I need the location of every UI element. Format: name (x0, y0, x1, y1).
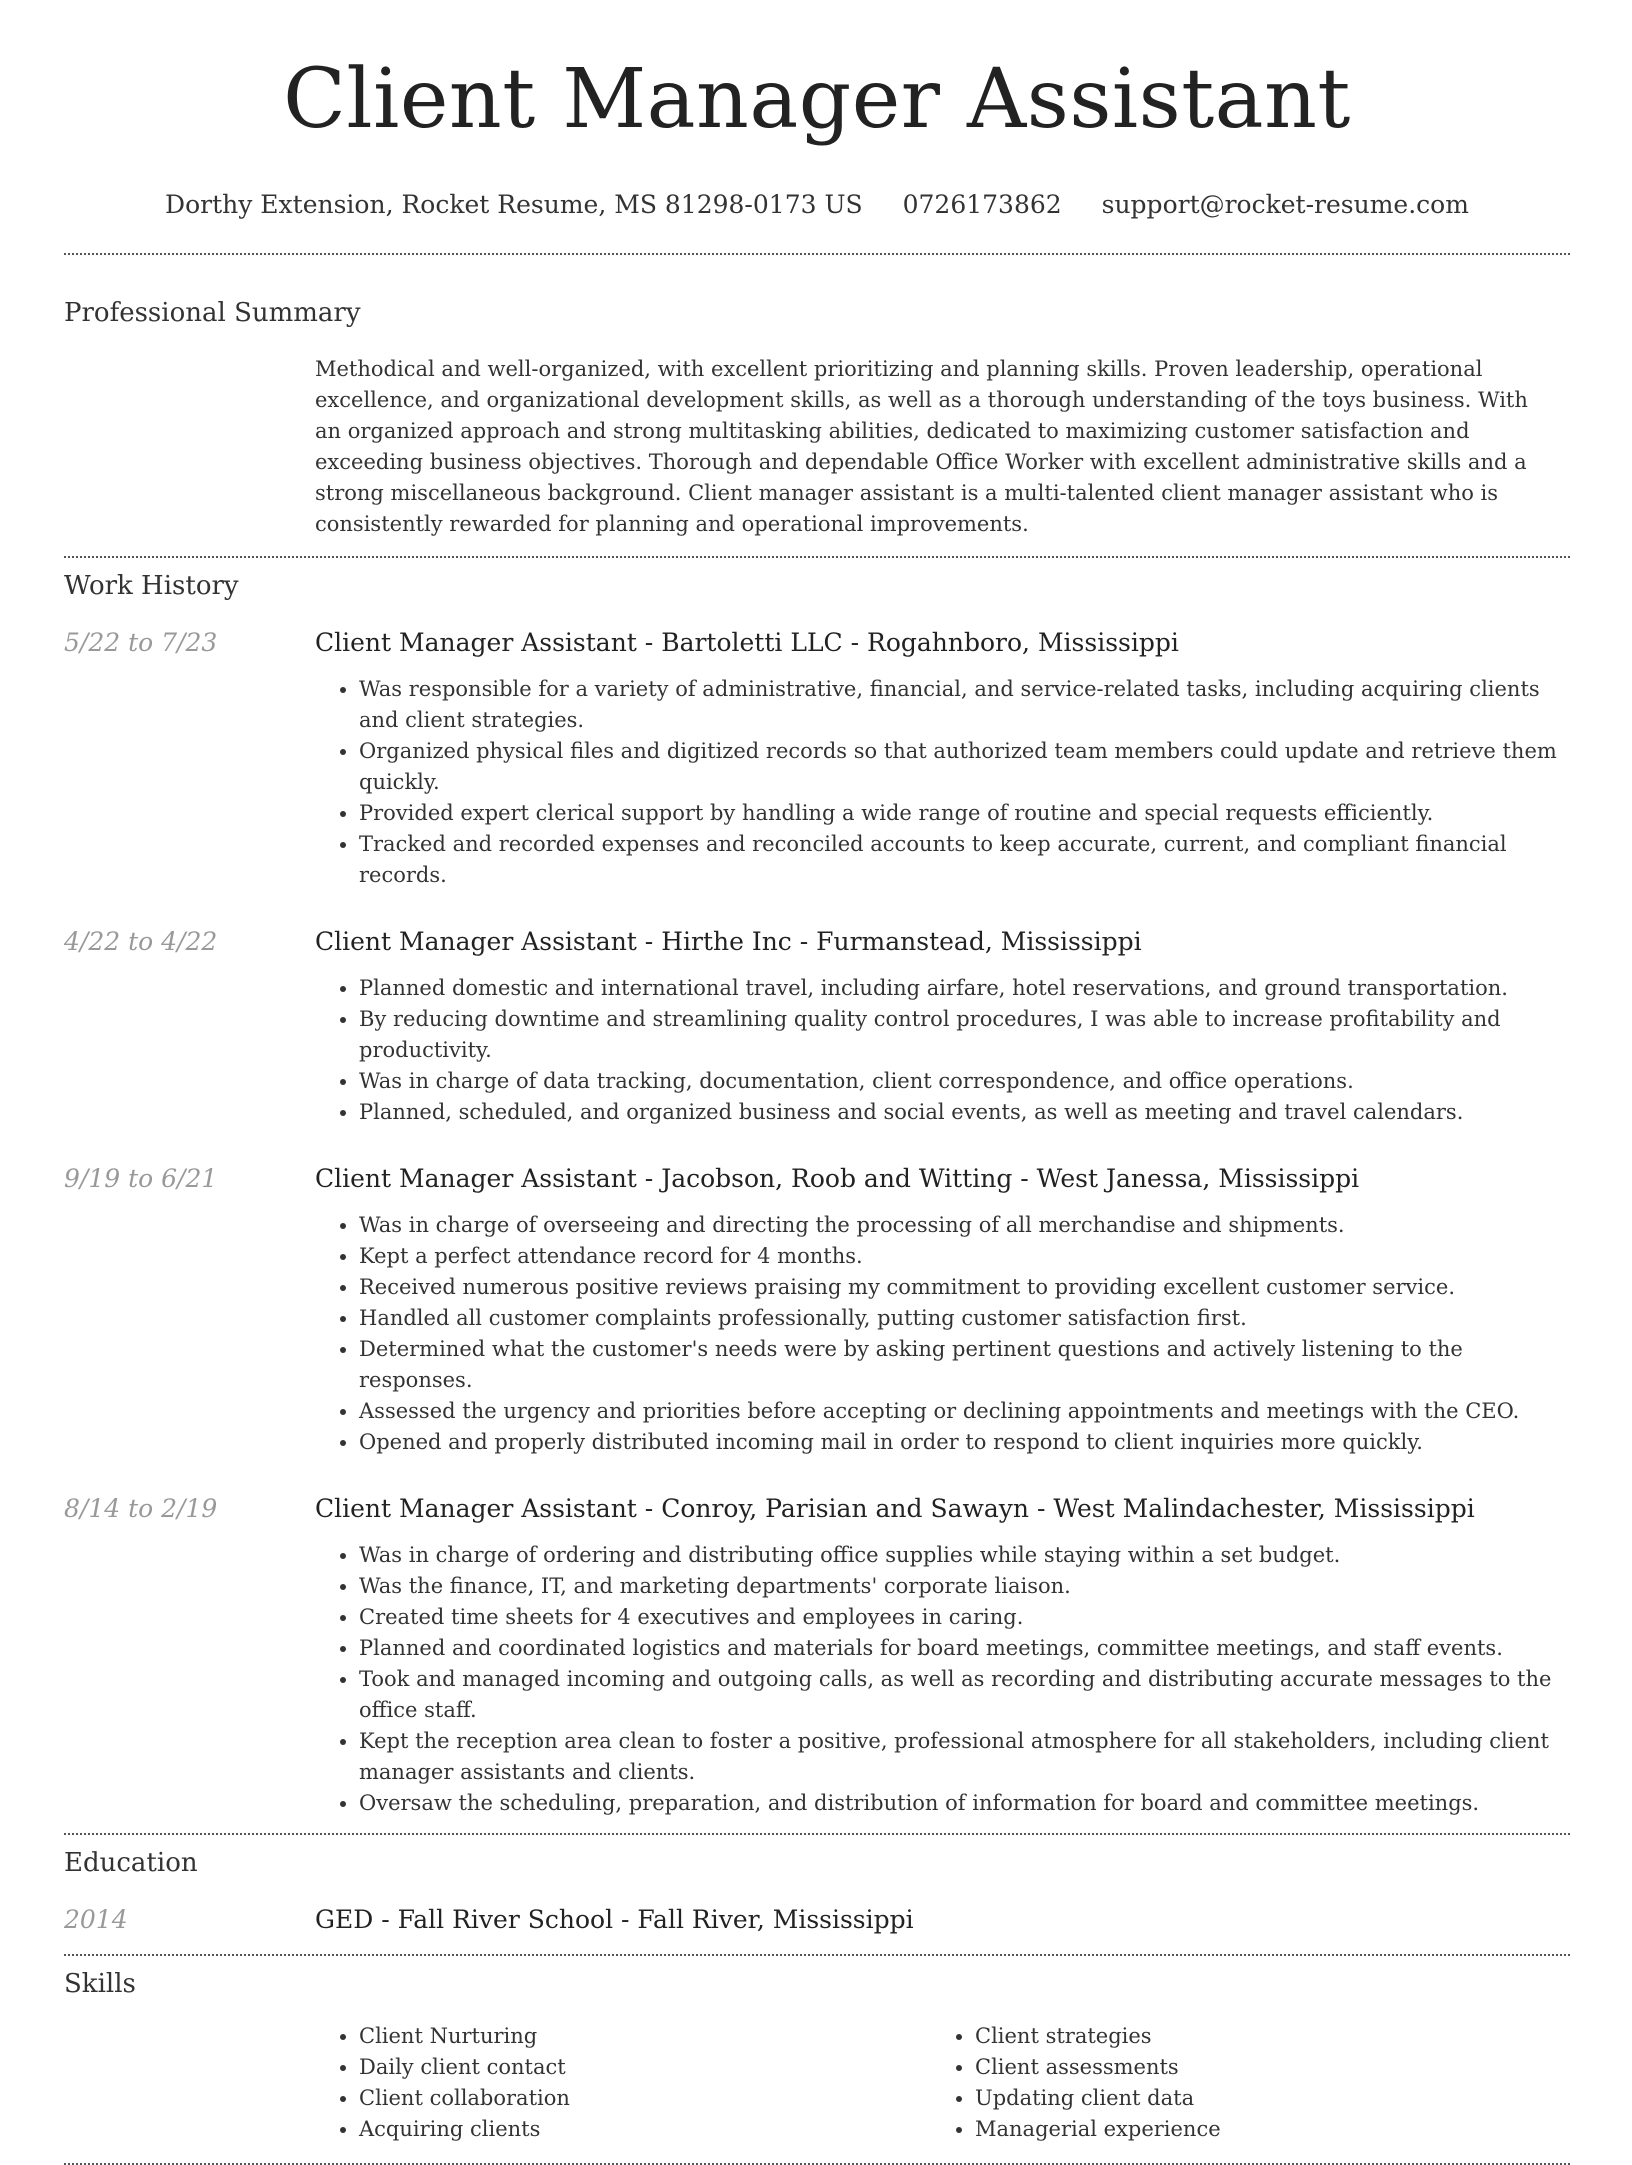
list-item: • Organized physical files and digitized records so that authorized team members could update and retrieve them quickly. (359, 736, 1569, 798)
skills-list (315, 2021, 1565, 2145)
skills-heading: Skills (64, 1969, 136, 1999)
list-item: • Was the finance, IT, and marketing departments' corporate liaison. (359, 1571, 1569, 1602)
summary-heading: Professional Summary (64, 298, 361, 328)
education-year: 2014 (64, 1905, 128, 1934)
list-item: • Updating client data (975, 2083, 1547, 2114)
contact-line (64, 190, 1570, 220)
education-entry (64, 1903, 1570, 1937)
job-entry (64, 925, 1570, 1128)
list-item: • Was in charge of overseeing and directing the processing of all merchandise and shipments. (359, 1210, 1569, 1241)
list-item: • Was in charge of data tracking, documentation, client correspondence, and office operations. (359, 1066, 1569, 1097)
list-item: • Acquiring clients (359, 2114, 931, 2145)
job-dates: 5/22 to 7/23 (64, 628, 218, 657)
list-item: • By reducing downtime and streamlining quality control procedures, I was able to increase profitability and productivity. (359, 1004, 1569, 1066)
section-divider (64, 556, 1570, 558)
work-history-heading: Work History (64, 571, 239, 601)
list-item: • Opened and properly distributed incoming mail in order to respond to client inquiries more quickly. (359, 1427, 1569, 1458)
skills-column-left (315, 2021, 931, 2145)
list-item: • Determined what the customer's needs were by asking pertinent questions and actively listening to the responses. (359, 1334, 1569, 1396)
list-item: • Managerial experience (975, 2114, 1547, 2145)
list-item: • Handled all customer complaints professionally, putting customer satisfaction first. (359, 1303, 1569, 1334)
list-item: • Took and managed incoming and outgoing calls, as well as recording and distributing accurate messages to the office staff. (359, 1664, 1569, 1726)
job-entry (64, 626, 1570, 891)
job-bullets (315, 973, 1569, 1128)
contact-email: support@rocket-resume.com (1101, 190, 1469, 219)
list-item: • Daily client contact (359, 2052, 931, 2083)
list-item: • Client Nurturing (359, 2021, 931, 2052)
contact-phone: 0726173862 (902, 190, 1062, 219)
job-title: Client Manager Assistant - Conroy, Parisian and Sawayn - West Malindachester, Mississippi (315, 1494, 1475, 1523)
education-title: GED - Fall River School - Fall River, Mississippi (315, 1905, 914, 1934)
job-dates: 8/14 to 2/19 (64, 1494, 218, 1523)
candidate-name: Client Manager Assistant (283, 52, 1351, 147)
list-item: • Provided expert clerical support by handling a wide range of routine and special requests efficiently. (359, 798, 1569, 829)
section-divider (64, 1954, 1570, 1956)
skills-column-right (931, 2021, 1547, 2145)
summary-text: Methodical and well-organized, with excellent prioritizing and planning skills. Proven leadership, operational excellence, and organizational development skills, as well as a thorough understanding of the toys business. With an organized approach and strong multitasking abilities, dedicated to maximizing customer satisfaction and exceeding business objectives. Thorough and dependable Office Worker with excellent administrative skills and a strong miscellaneous background. Client manager assistant is a multi-talented client manager assistant who is consistently rewarded for planning and operational improvements. (315, 357, 1528, 536)
job-bullets (315, 674, 1569, 891)
list-item: • Client assessments (975, 2052, 1547, 2083)
job-title: Client Manager Assistant - Jacobson, Roob and Witting - West Janessa, Mississippi (315, 1164, 1360, 1193)
resume-page (64, 0, 1570, 2165)
education-heading: Education (64, 1848, 198, 1878)
list-item: • Was in charge of ordering and distributing office supplies while staying within a set budget. (359, 1540, 1569, 1571)
job-bullets (315, 1540, 1569, 1819)
list-item: • Kept the reception area clean to foster a positive, professional atmosphere for all stakeholders, including client manager assistants and clients. (359, 1726, 1569, 1788)
job-dates: 9/19 to 6/21 (64, 1164, 218, 1193)
list-item: • Planned and coordinated logistics and materials for board meetings, committee meetings, and staff events. (359, 1633, 1569, 1664)
list-item: • Client collaboration (359, 2083, 931, 2114)
list-item: • Created time sheets for 4 executives and employees in caring. (359, 1602, 1569, 1633)
list-item: • Planned domestic and international travel, including airfare, hotel reservations, and ground transportation. (359, 973, 1569, 1004)
job-bullets (315, 1210, 1569, 1458)
list-item: • Received numerous positive reviews praising my commitment to providing excellent customer service. (359, 1272, 1569, 1303)
list-item: • Tracked and recorded expenses and reconciled accounts to keep accurate, current, and compliant financial records. (359, 829, 1569, 891)
list-item: • Planned, scheduled, and organized business and social events, as well as meeting and travel calendars. (359, 1097, 1569, 1128)
job-entry (64, 1162, 1570, 1458)
list-item: • Assessed the urgency and priorities before accepting or declining appointments and meetings with the CEO. (359, 1396, 1569, 1427)
job-title: Client Manager Assistant - Bartoletti LLC - Rogahnboro, Mississippi (315, 628, 1179, 657)
job-title: Client Manager Assistant - Hirthe Inc - Furmanstead, Mississippi (315, 927, 1142, 956)
section-divider (64, 253, 1570, 255)
list-item: • Oversaw the scheduling, preparation, and distribution of information for board and committee meetings. (359, 1788, 1569, 1819)
list-item: • Kept a perfect attendance record for 4 months. (359, 1241, 1569, 1272)
job-dates: 4/22 to 4/22 (64, 927, 218, 956)
list-item: • Client strategies (975, 2021, 1547, 2052)
contact-address: Dorthy Extension, Rocket Resume, MS 81298-0173 US (165, 190, 863, 219)
list-item: • Was responsible for a variety of administrative, financial, and service-related tasks, including acquiring clients and client strategies. (359, 674, 1569, 736)
job-entry (64, 1492, 1570, 1819)
section-divider (64, 1833, 1570, 1835)
